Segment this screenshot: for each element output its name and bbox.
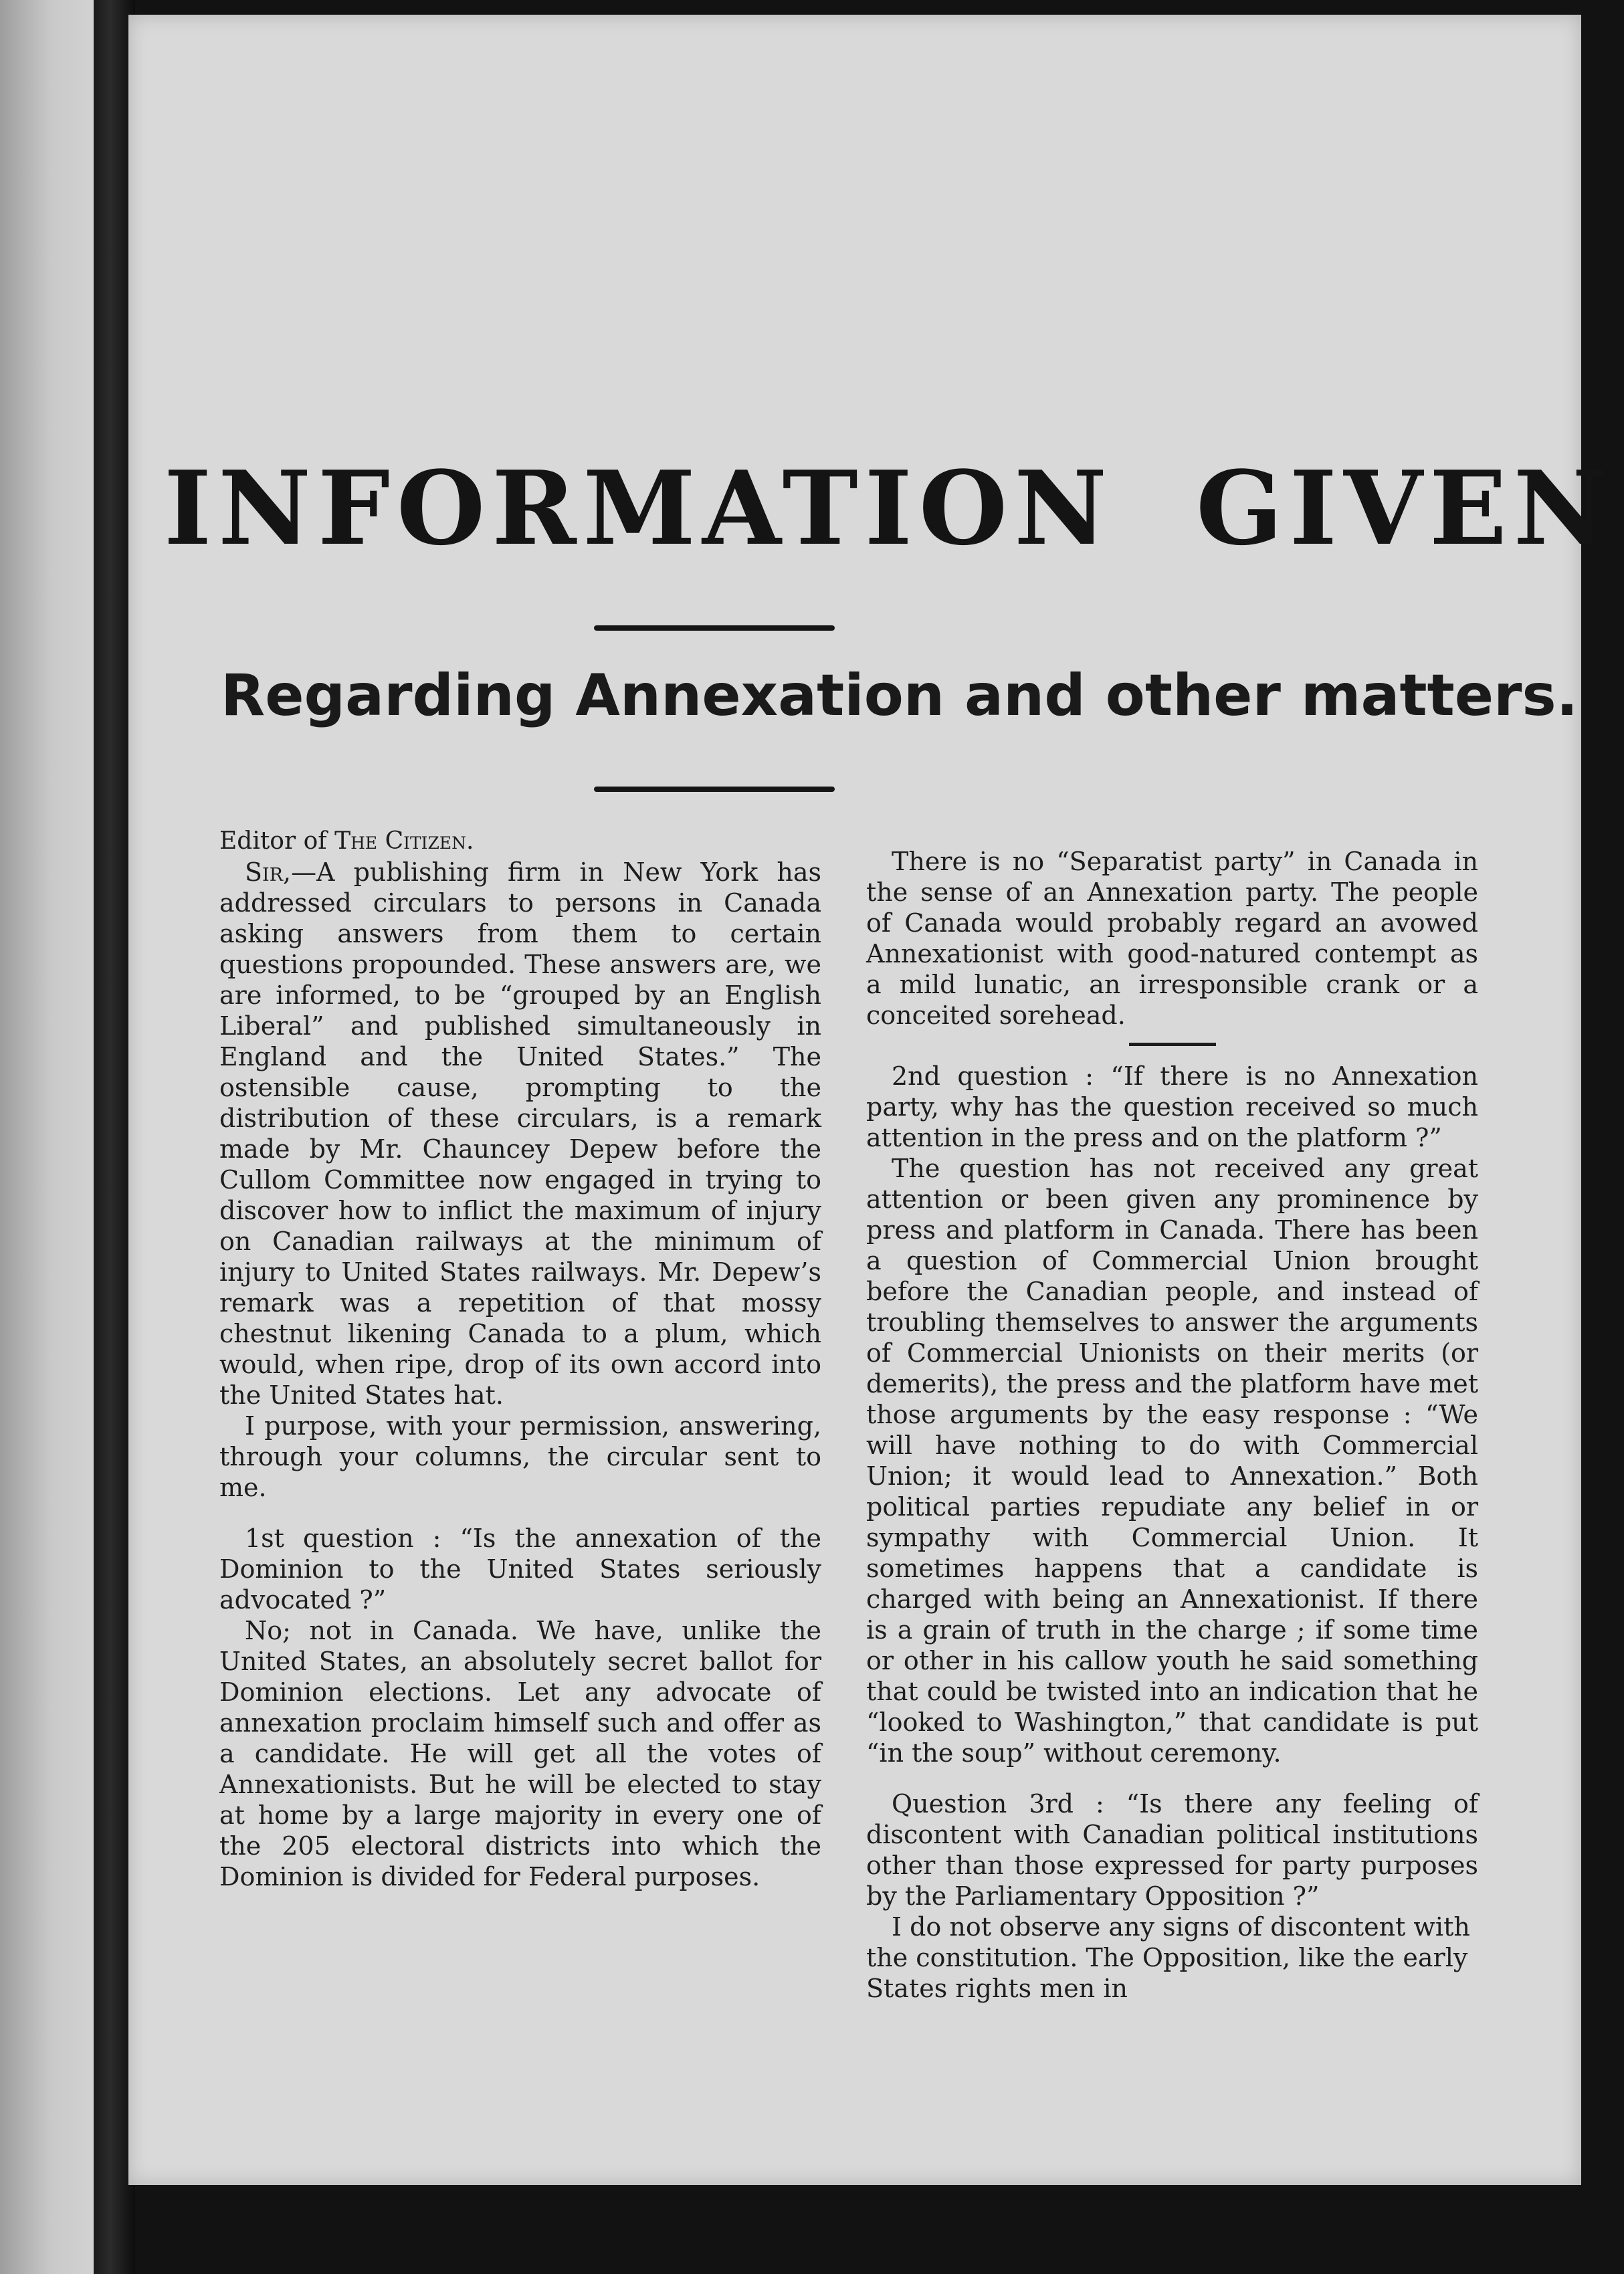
answer-3: I do not observe any signs of discontent with the constitution. The Opposition, like the early States rights men in: [866, 1912, 1470, 2003]
page-title: INFORMATION GIVEN: [164, 448, 1613, 568]
salutation: Sir,: [245, 857, 292, 887]
title-rule: [594, 625, 835, 631]
section-divider: [1129, 1043, 1216, 1046]
subtitle-rule: [594, 787, 835, 792]
answer-1: No; not in Canada. We have, unlike the United States, an absolutely secret ballot for Dominion elections. Let any advocate of annexation proclaim himself such and offer as a candidate. He will get all the votes of Annexationists. But he will be elected to stay at home by a large majority in every one of the 205 electoral districts into which the Dominion is divided for Federal purposes.: [219, 1616, 821, 1891]
newspaper-name: The Citizen.: [334, 827, 474, 855]
page-subtitle: Regarding Annexation and other matters.: [221, 662, 1579, 729]
left-column: [219, 826, 821, 1892]
question-3: Question 3rd : “Is there any feeling of discontent with Canadian political institutions other than those expressed for party purposes by the Parliamentary Opposition ?”: [866, 1789, 1478, 1911]
question-2: 2nd question : “If there is no Annexation party, why has the question received so much attention in the press and on the platform ?”: [866, 1061, 1478, 1152]
purpose-paragraph: I purpose, with your permission, answering, through your columns, the circular sent to me.: [219, 1411, 821, 1502]
right-column: [866, 846, 1478, 2004]
letter-intro: [219, 857, 821, 1411]
editor-prefix: Editor of: [219, 827, 335, 855]
answer-1-continued: There is no “Separatist party” in Canada in the sense of an Annexation party. The people of Canada would probably regard an avowed Annexationist with good-natured contempt as a mild lunatic, an irresponsible crank or a conceited sorehead.: [866, 847, 1478, 1030]
answer-2: The question has not received any great attention or been given any prominence by press and platform in Canada. There has been a question of Commercial Union brought before the Canadian people, and instead of troubling themselves to answer the arguments of Commercial Unionists on their merits (or demerits), the press and the platform have met those arguments by the easy response : “We will have nothing to do with Commercial Union; it would lead to Annexation.” Both political parties repudiate any belief in or sympathy with Commercial Union. It sometimes happens that a candidate is charged with being an Annexationist. If there is a grain of truth in the charge ; if some time or other in his callow youth he said something that could be twisted into an indication that he “looked to Washington,” that candidate is put “in the soup” without ceremony.: [866, 1154, 1478, 1768]
intro-text: —A publishing firm in New York has addressed circulars to persons in Canada asking answers from them to certain questions propounded. These answers are, we are informed, to be “grouped by an English Liberal” and published simultaneously in England and the United States.” The ostensible cause, prompting to the distribution of these circulars, is a remark made by Mr. Chauncey Depew before the Cullom Committee now engaged in trying to discover how to inflict the maximum of injury on Canadian railways at the minimum of injury to United States railways. Mr. Depew’s remark was a repetition of that mossy chestnut likening Canada to a plum, which would, when ripe, drop of its own accord into the United States hat.: [219, 857, 821, 1410]
question-1: 1st question : “Is the annexation of the Dominion to the United States seriously advocated ?”: [219, 1524, 821, 1615]
editor-line: [219, 826, 821, 857]
